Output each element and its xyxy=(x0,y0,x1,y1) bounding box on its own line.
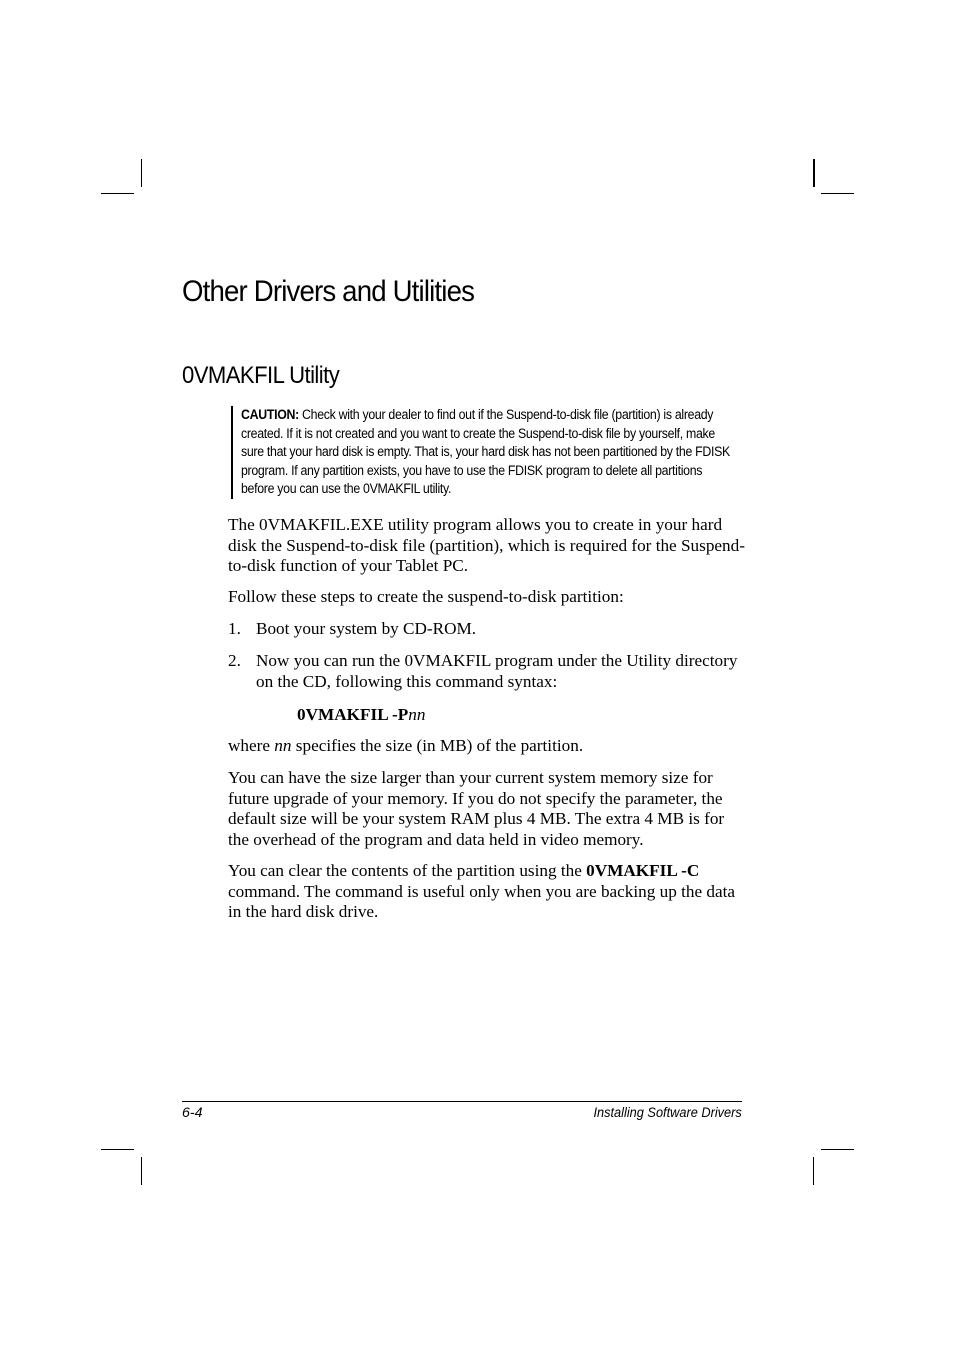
crop-mark xyxy=(101,193,134,194)
clear-text: command. The command is useful only when you are backing up the data in the hard disk drive. xyxy=(228,881,736,922)
footer-rule xyxy=(182,1101,742,1102)
caution-box xyxy=(231,406,761,499)
command-name: 0VMAKFIL -P xyxy=(297,705,409,724)
crop-mark xyxy=(821,1149,854,1150)
follow-paragraph: Follow these steps to create the suspend-to-disk partition: xyxy=(228,587,624,606)
crop-mark xyxy=(141,159,142,187)
crop-mark xyxy=(813,1157,814,1185)
where-text: where xyxy=(228,736,275,755)
caution-body: Check with your dealer to find out if the Suspend-to-disk file (partition) is already created. If it is not created and you want to create the Suspend-to-disk file by yourself, make sure that your hard disk is empty. That is, your hard disk has not been partitioned by the FDISK program. If any partition exists, you have to use the FDISK program to delete all partitions before you can use the 0VMAKFIL utility. xyxy=(241,407,730,498)
caution-label: CAUTION: xyxy=(241,407,299,423)
where-text: specifies the size (in MB) of the partition. xyxy=(291,736,584,755)
clear-paragraph xyxy=(228,861,748,923)
crop-mark xyxy=(813,159,815,187)
where-variable: nn xyxy=(274,736,292,755)
command-parameter: nn xyxy=(408,705,426,724)
caution-text xyxy=(241,406,737,499)
section-title: 0VMAKFIL Utility xyxy=(182,362,340,389)
page-number: 6-4 xyxy=(182,1105,203,1121)
crop-mark xyxy=(101,1149,134,1150)
crop-mark xyxy=(821,193,854,194)
clear-command: 0VMAKFIL -C xyxy=(586,861,700,880)
step-number: 2. xyxy=(228,651,241,670)
size-paragraph: You can have the size larger than your current system memory size for future upgrade of your memory. If you do not specify the parameter, the default size will be your system RAM plus 4 MB. The extra 4 MB is for the overhead of the program and data held in video memory. xyxy=(228,768,725,849)
clear-text: You can clear the contents of the partition using the xyxy=(228,861,587,880)
step-number: 1. xyxy=(228,619,241,638)
chapter-title: Other Drivers and Utilities xyxy=(182,275,475,308)
where-paragraph xyxy=(228,736,748,757)
step-text: Now you can run the 0VMAKFIL program under the Utility directory on the CD, following this command syntax: xyxy=(256,651,738,691)
step-text: Boot your system by CD-ROM. xyxy=(256,619,477,638)
crop-mark xyxy=(141,1157,142,1185)
footer-chapter: Installing Software Drivers xyxy=(593,1105,742,1121)
intro-paragraph: The 0VMAKFIL.EXE utility program allows you to create in your hard disk the Suspend-to-disk file (partition), which is required for the Suspend-to-disk function of your Tablet PC. xyxy=(228,515,745,576)
command-syntax xyxy=(297,705,425,726)
